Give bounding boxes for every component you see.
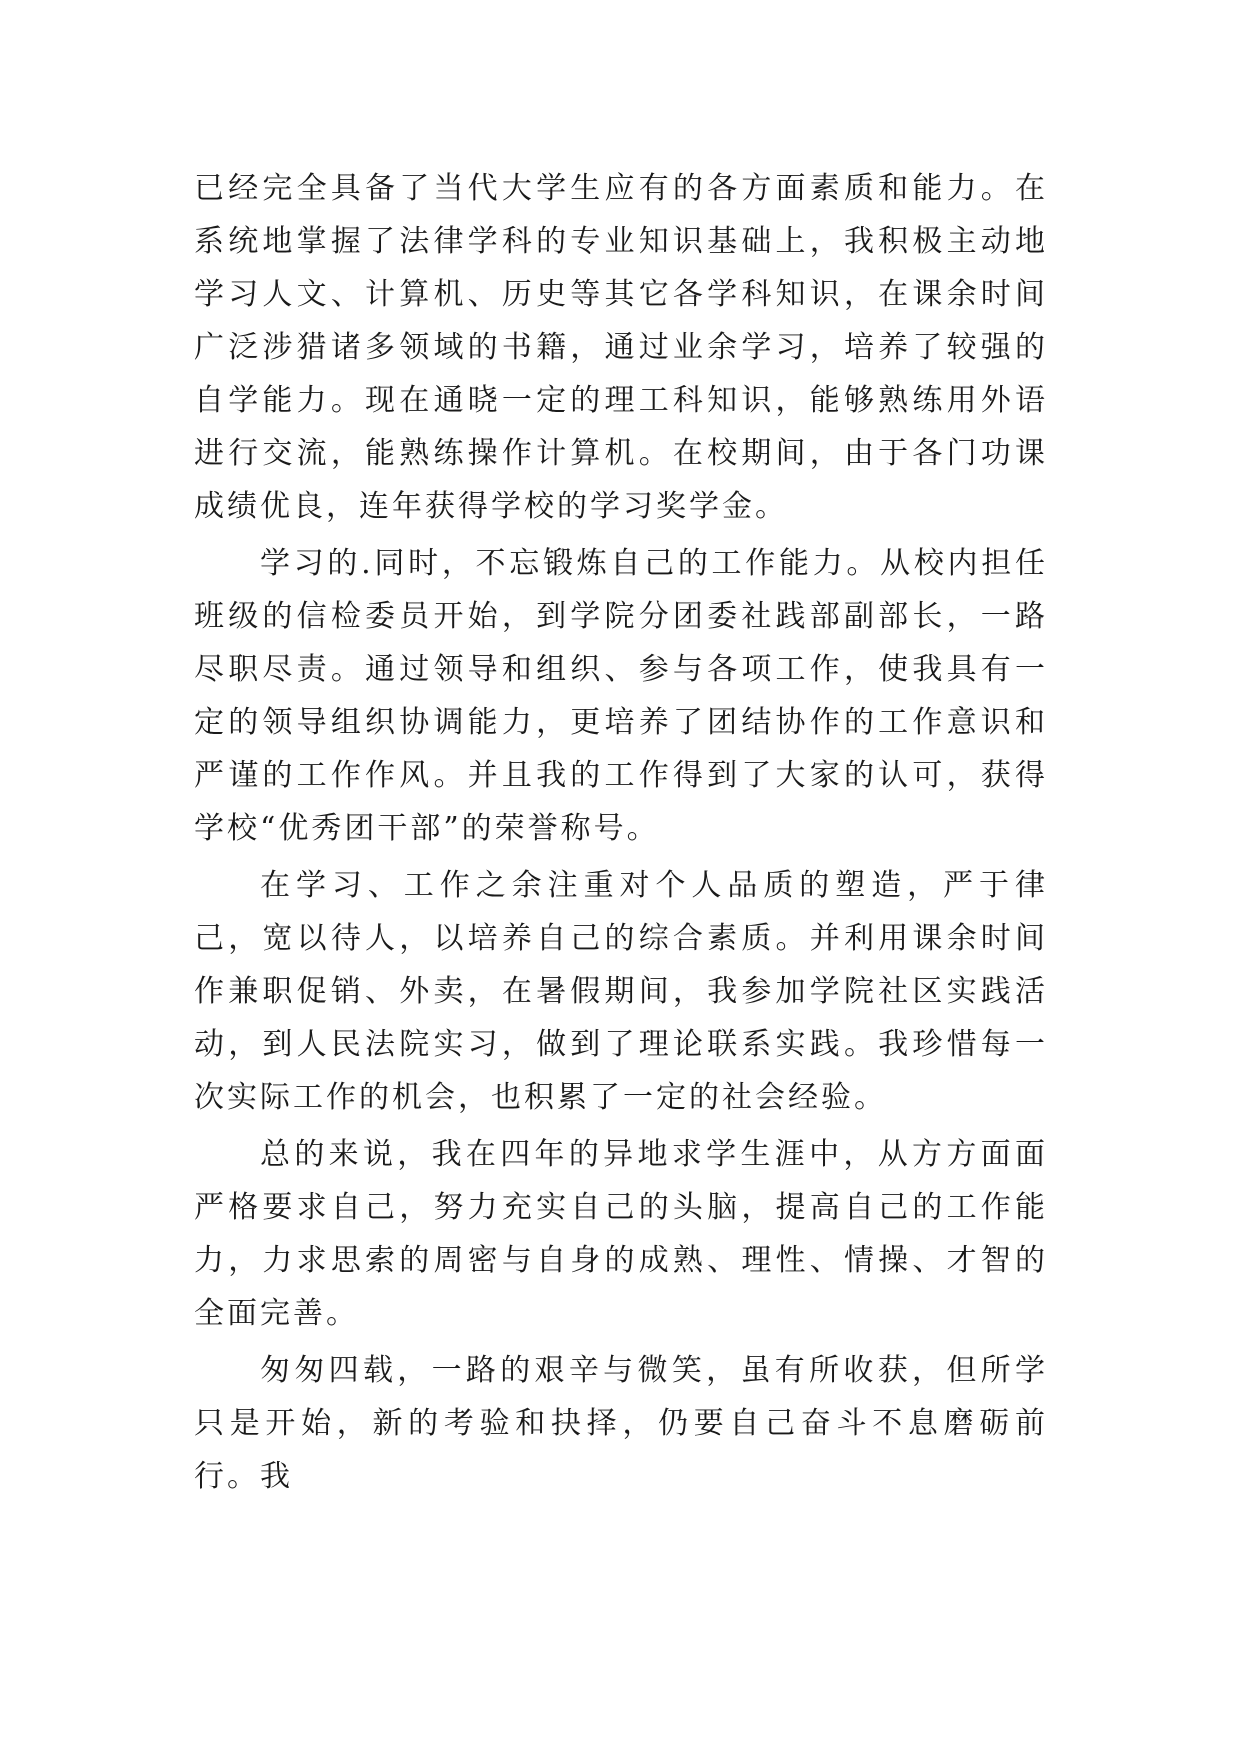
paragraph-5: 匆匆四载，一路的艰辛与微笑，虽有所收获，但所学只是开始，新的考验和抉择，仍要自己奋斗不息磨砺前行。我 xyxy=(194,1353,1048,1494)
paragraph-1: 已经完全具备了当代大学生应有的各方面素质和能力。在系统地掌握了法律学科的专业知识基础上，我积极主动地学习人文、计算机、历史等其它各学科知识，在课余时间广泛涉猎诸多领域的书籍，通过业余学习，培养了较强的自学能力。现在通晓一定的理工科知识，能够熟练用外语进行交流，能熟练操作计算机。在校期间，由于各门功课成绩优良，连年获得学校的学习奖学金。 xyxy=(194,171,1048,524)
document-body xyxy=(194,162,1048,1507)
paragraph-2: 学习的.同时，不忘锻炼自己的工作能力。从校内担任班级的信检委员开始，到学院分团委社践部副部长，一路尽职尽责。通过领导和组织、参与各项工作，使我具有一定的领导组织协调能力，更培养了团结协作的工作意识和严谨的工作作风。并且我的工作得到了大家的认可，获得学校“优秀团干部”的荣誉称号。 xyxy=(194,546,1048,846)
paragraph-4: 总的来说，我在四年的异地求学生涯中，从方方面面严格要求自己，努力充实自己的头脑，提高自己的工作能力，力求思索的周密与自身的成熟、理性、情操、才智的全面完善。 xyxy=(194,1137,1048,1331)
paragraph-3: 在学习、工作之余注重对个人品质的塑造，严于律己，宽以待人，以培养自己的综合素质。并利用课余时间作兼职促销、外卖，在暑假期间，我参加学院社区实践活动，到人民法院实习，做到了理论联系实践。我珍惜每一次实际工作的机会，也积累了一定的社会经验。 xyxy=(194,868,1048,1115)
